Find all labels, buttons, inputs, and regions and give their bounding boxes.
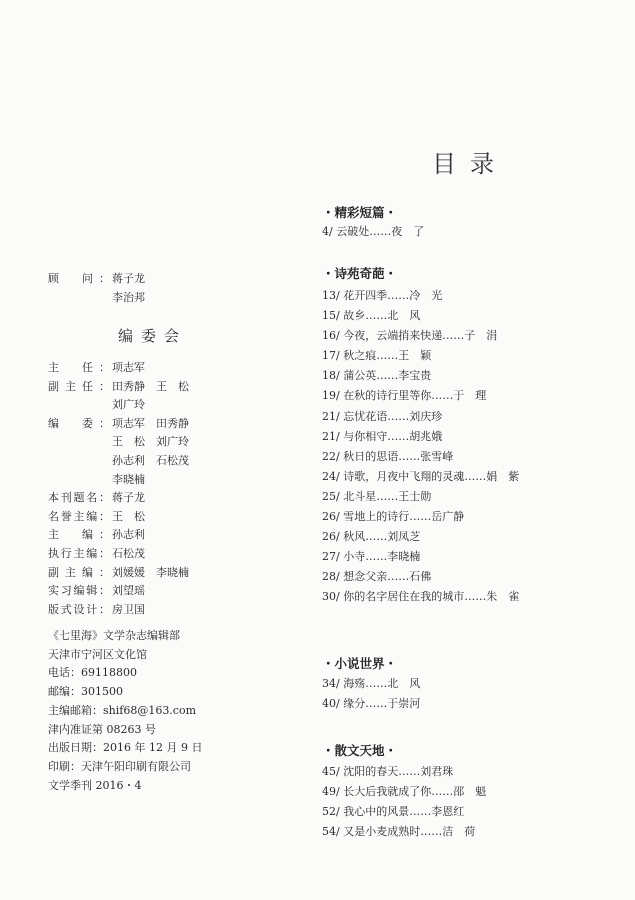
toc-entry: 26/ 秋风……刘凤芝	[322, 530, 421, 544]
advisor-label: 顾 问：	[48, 272, 110, 285]
masthead-row	[48, 582, 189, 601]
masthead-label: 编 委：	[48, 416, 110, 430]
masthead-row	[48, 415, 189, 434]
toc-entry: 19/ 在秋的诗行里等你……于 理	[322, 389, 487, 403]
masthead-value: 李晓楠	[112, 472, 145, 486]
toc-entry: 40/ 缘分……于崇河	[322, 697, 421, 711]
section-heading: ・精彩短篇・	[322, 205, 398, 220]
masthead	[48, 359, 189, 619]
toc-entry: 17/ 秋之痕……王 颖	[322, 349, 432, 363]
committee-heading: 编委会	[118, 327, 188, 345]
masthead-value: 王 松 刘广玲	[112, 435, 189, 449]
masthead-row	[48, 489, 189, 508]
masthead-row	[48, 452, 189, 471]
toc-entry: 30/ 你的名字居住在我的城市……朱 雀	[322, 590, 520, 604]
page-title: 目录	[432, 150, 508, 178]
masthead-row	[48, 378, 189, 397]
toc-entry: 26/ 雪地上的诗行……岳广静	[322, 510, 465, 524]
contact-line: 邮编：301500	[48, 685, 123, 699]
masthead-label: 副主任：	[48, 379, 110, 393]
toc-entry: 18/ 蒲公英……李宝贵	[322, 369, 432, 383]
toc-entry: 21/ 与你相守……胡兆娥	[322, 429, 443, 443]
toc-entry: 34/ 海殇……北 风	[322, 677, 421, 690]
masthead-value: 石松茂	[112, 546, 145, 560]
toc-entry: 16/ 今夜，云端捎来快递……子 涓	[322, 329, 498, 343]
toc-entry: 52/ 我心中的风景……李恩红	[322, 805, 465, 819]
masthead-row	[48, 526, 189, 545]
toc-list	[322, 674, 420, 714]
masthead-value: 蒋子龙	[112, 491, 145, 505]
masthead-row	[48, 433, 189, 452]
masthead-row	[48, 545, 189, 564]
masthead-value: 王 松	[112, 509, 145, 523]
toc-entry: 27/ 小寺……李晓楠	[322, 550, 421, 564]
toc-entry: 22/ 秋日的思语……张雪峰	[322, 449, 454, 463]
toc-entry: 49/ 长大后我就成了你……邵 魁	[322, 785, 487, 799]
masthead-value: 刘望瑶	[112, 584, 145, 598]
advisors	[48, 270, 145, 307]
masthead-row	[48, 564, 189, 583]
section-heading: ・诗苑奇葩・	[322, 266, 398, 281]
masthead-row	[48, 359, 189, 378]
masthead-label: 版式设计：	[48, 602, 110, 616]
masthead-value: 刘媛媛 李晓楠	[112, 565, 189, 579]
contact-line: 《七里海》文学杂志编辑部	[48, 629, 180, 642]
contact-line: 印刷：天津午阳印刷有限公司	[48, 759, 191, 773]
masthead-value: 田秀静 王 松	[112, 379, 189, 393]
masthead-row	[48, 396, 189, 415]
masthead-label: 本刊题名：	[48, 491, 110, 505]
toc-entry: 24/ 诗歌，月夜中飞翔的灵魂……娟 紫	[322, 469, 520, 483]
toc-entry: 15/ 故乡……北 风	[322, 309, 421, 323]
toc-entry: 28/ 想念父亲……石佛	[322, 570, 432, 584]
toc-list	[322, 762, 486, 842]
masthead-row	[48, 601, 189, 620]
masthead-label: 主 编：	[48, 528, 110, 542]
toc-entry: 21/ 忘忧花语……刘庆珍	[322, 409, 443, 423]
contact-line: 主编邮箱：shif68@163.com	[48, 703, 197, 717]
toc-list	[322, 286, 519, 608]
masthead-value: 项志军	[112, 361, 145, 374]
contact-info	[48, 627, 202, 795]
masthead-value: 孙志利 石松茂	[112, 453, 189, 467]
masthead-value: 孙志利	[112, 528, 145, 542]
masthead-row	[48, 508, 189, 527]
masthead-value: 房卫国	[112, 602, 145, 616]
toc-entry: 45/ 沈阳的春天……刘君珠	[322, 765, 454, 778]
toc-entry: 25/ 北斗星……王士勋	[322, 489, 432, 503]
contact-line: 天津市宁河区文化馆	[48, 647, 147, 661]
advisor-name: 李治邦	[112, 290, 145, 304]
section-heading: ・散文天地・	[322, 743, 398, 758]
masthead-label: 主 任：	[48, 361, 110, 374]
masthead-row	[48, 471, 189, 490]
section-heading: ・小说世界・	[322, 656, 398, 671]
advisor-name: 蒋子龙	[112, 272, 145, 285]
toc-list	[322, 222, 424, 242]
contact-line: 出版日期：2016 年 12 月 9 日	[48, 741, 203, 755]
contact-line: 津内准证第 08263 号	[48, 722, 156, 736]
toc-entry: 54/ 又是小麦成熟时……洁 荷	[322, 825, 476, 839]
masthead-label: 副主编：	[48, 565, 110, 579]
masthead-value: 项志军 田秀静	[112, 416, 189, 430]
toc-entry: 4/ 云破处……夜 了	[322, 225, 425, 238]
masthead-label: 名誉主编：	[48, 509, 110, 523]
masthead-label: 执行主编：	[48, 546, 110, 560]
toc-entry: 13/ 花开四季……冷 光	[322, 289, 443, 302]
masthead-label: 实习编辑：	[48, 584, 110, 598]
masthead-value: 刘广玲	[112, 398, 145, 412]
contact-line: 电话：69118800	[48, 666, 137, 680]
contact-line: 文学季刊 2016・4	[48, 778, 142, 792]
